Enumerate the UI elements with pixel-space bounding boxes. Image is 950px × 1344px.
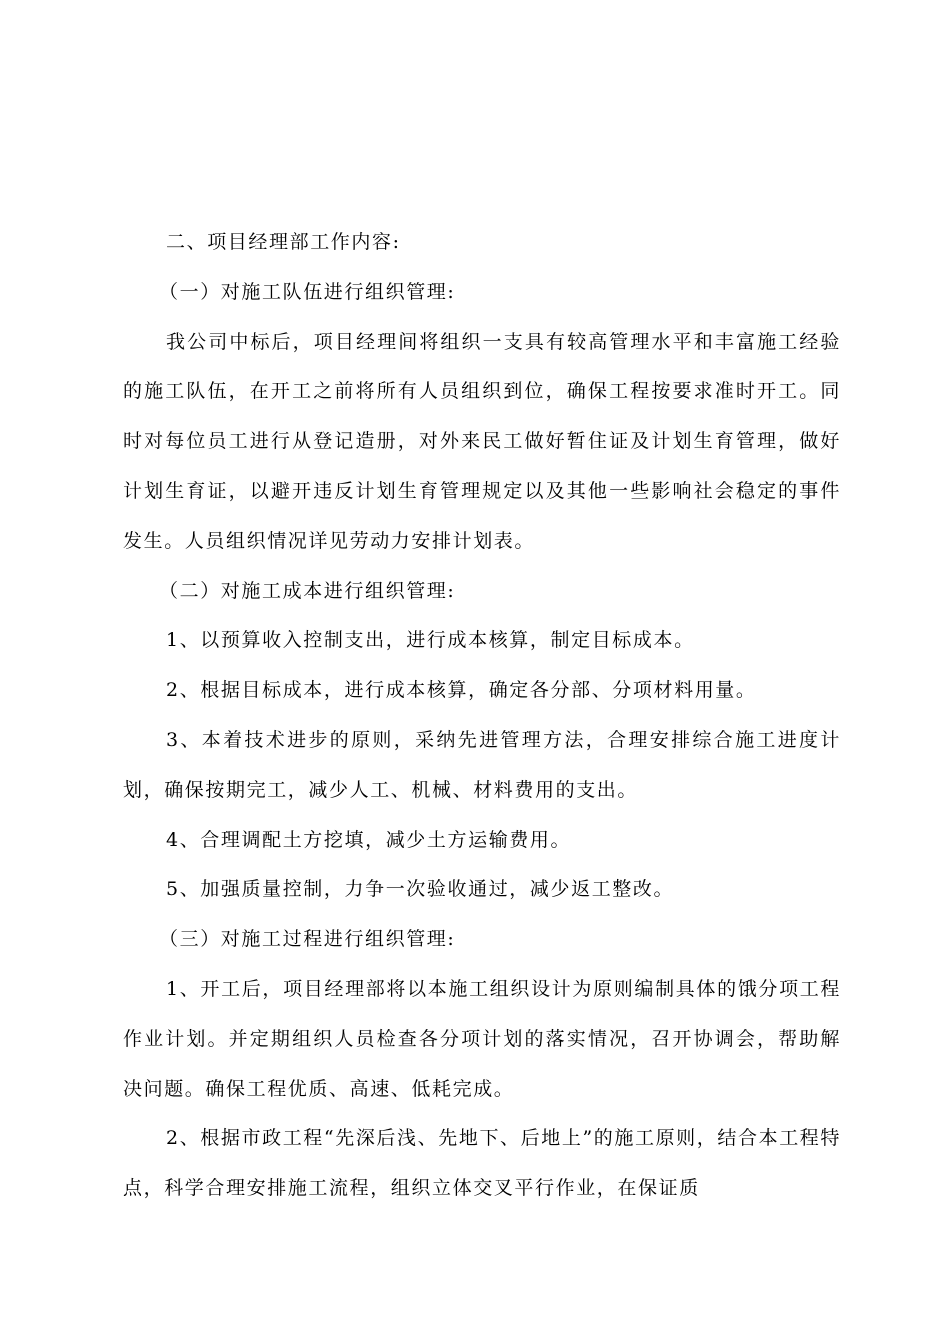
list-item-2-4: 4、合理调配土方挖填，减少土方运输费用。 (166, 828, 572, 851)
list-item-2-5: 5、加强质量控制，力争一次验收通过，减少返工整改。 (166, 878, 675, 901)
list-item-3-1: 1、开工后，项目经理部将以本施工组织设计为原则编制具体的饿分项工程作业计划。并定期组织人员检查各分项计划的落实情况，召开协调会，帮助解决问题。确保工程优质、高速、低耗完成。 (123, 977, 841, 1100)
list-item-3-2: 2、根据市政工程“先深后浅、先地下、后地上”的施工原则，结合本工程特点，科学合理安排施工流程，组织立体交叉平行作业，在保证质 (123, 1127, 841, 1200)
sub-heading-2: （二）对施工成本进行组织管理: (159, 579, 456, 602)
sub-heading-1: （一）对施工队伍进行组织管理: (159, 280, 456, 303)
list-item-2-2: 2、根据目标成本，进行成本核算，确定各分部、分项材料用量。 (166, 679, 757, 702)
list-item-2-1: 1、以预算收入控制支出，进行成本核算，制定目标成本。 (166, 629, 695, 652)
sub-heading-3: （三）对施工过程进行组织管理: (159, 928, 456, 951)
list-item-2-3: 3、本着技术进步的原则，采纳先进管理方法，合理安排综合施工进度计划，确保按期完工，减少人工、机械、材料费用的支出。 (123, 728, 841, 801)
document-body (123, 218, 841, 1214)
body-paragraph-1: 我公司中标后，项目经理间将组织一支具有较高管理水平和丰富施工经验的施工队伍，在开工之前将所有人员组织到位，确保工程按要求准时开工。同时对每位员工进行从登记造册，对外来民工做好暂住证及计划生育管理，做好计划生育证，以避开违反计划生育管理规定以及其他一些影响社会稳定的事件发生。人员组织情况详见劳动力安排计划表。 (123, 330, 841, 552)
section-heading: 二、项目经理部工作内容: (166, 231, 401, 253)
